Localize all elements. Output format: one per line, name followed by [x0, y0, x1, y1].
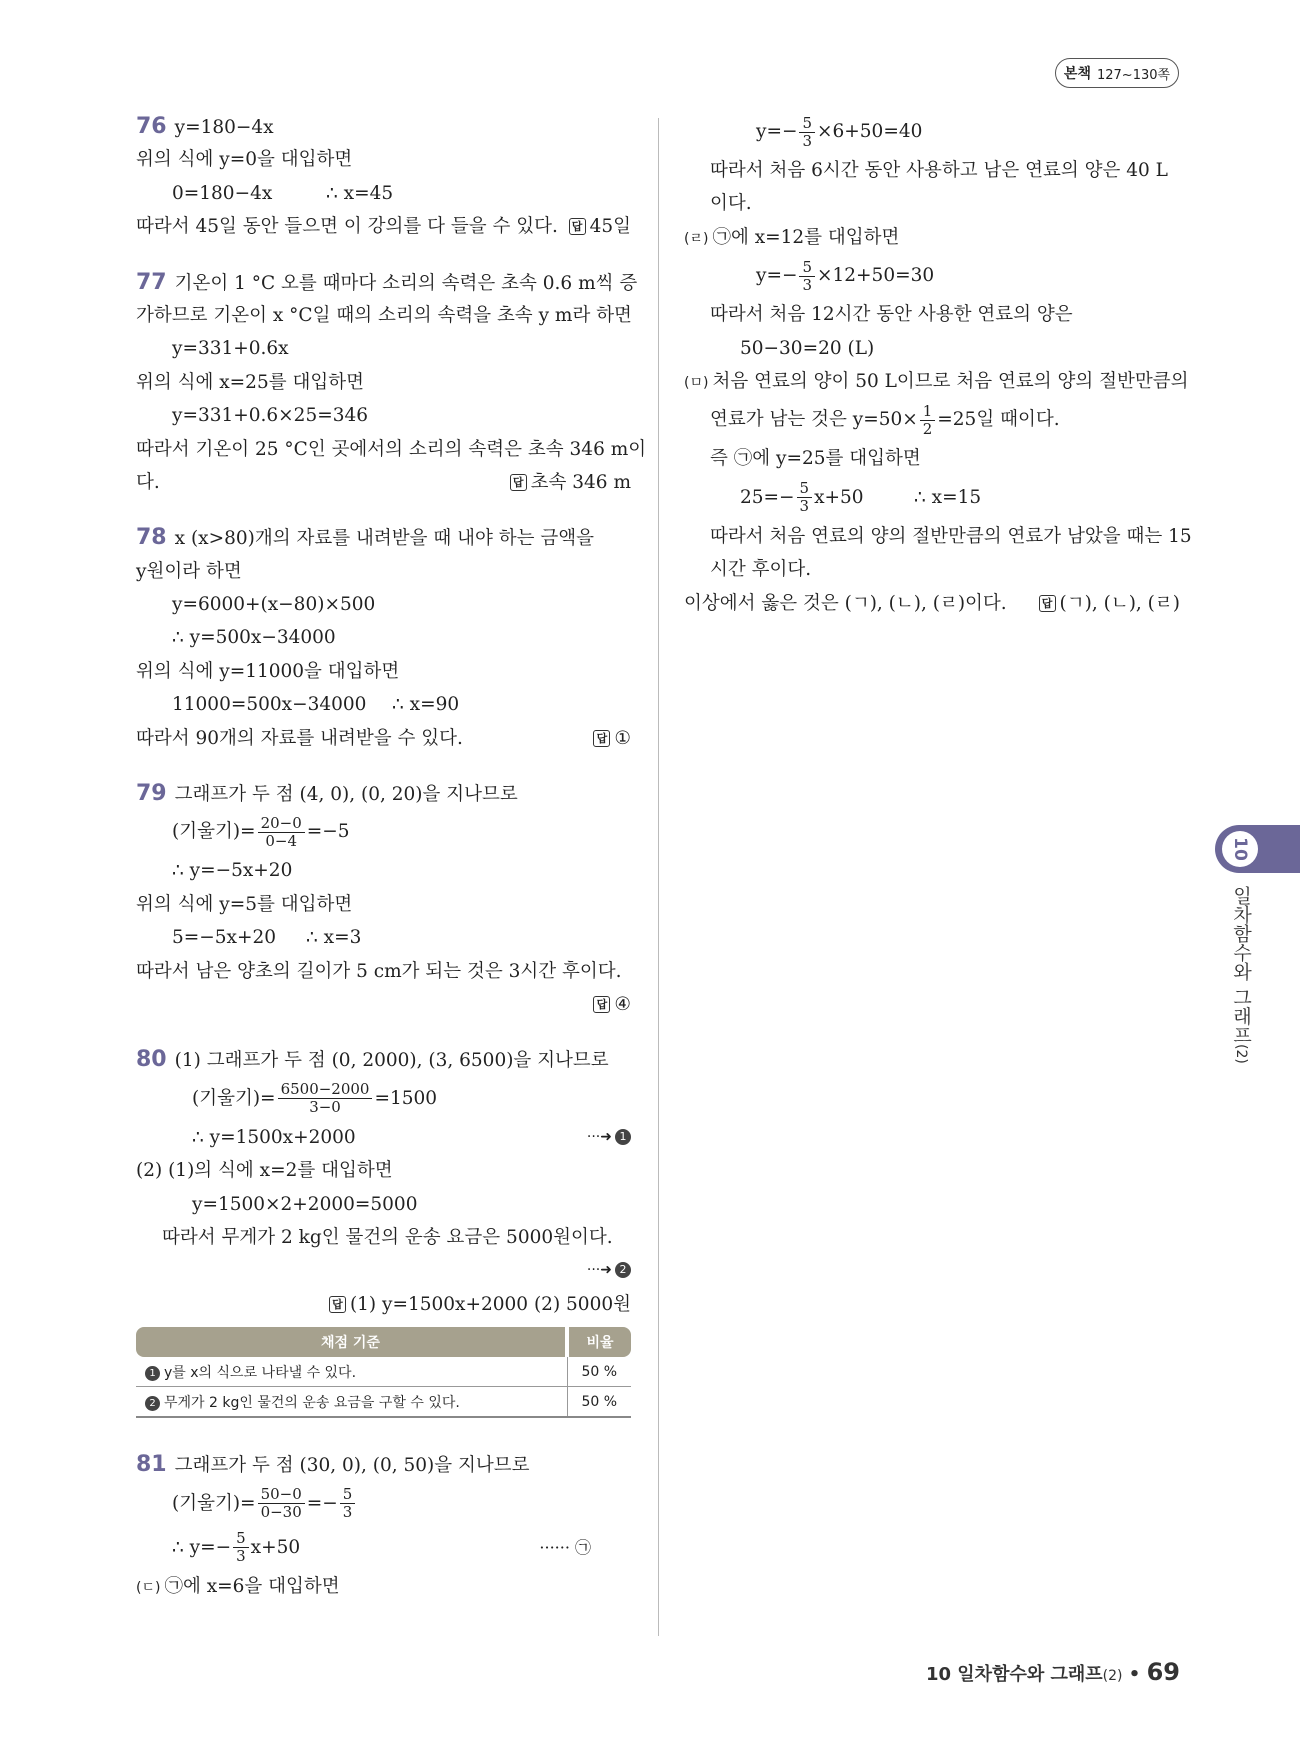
page-range: 127~130쪽 [1096, 67, 1171, 83]
slope-line [136, 1482, 631, 1526]
text: 처음 연료의 양이 50 L이므로 처음 연료의 양의 절반만큼의 [712, 370, 1189, 392]
left-column [136, 110, 647, 1603]
text: 그래프가 두 점 (4, 0), (0, 20)을 지나므로 [174, 784, 518, 806]
equation-suffix: x+50 [250, 1536, 301, 1558]
footer-chapter-title: 일차함수와 그래프 [957, 1664, 1103, 1685]
criteria-number: 2 [145, 1396, 160, 1411]
answer-value: (ㄱ), (ㄴ), (ㄹ) [1059, 592, 1180, 614]
table-row [136, 1387, 631, 1418]
fraction [258, 1486, 305, 1521]
criteria-text: 무게가 2 kg인 물건의 운송 요금을 구할 수 있다. [164, 1394, 460, 1411]
text-line: 따라서 남은 양초의 길이가 5 cm가 되는 것은 3시간 후이다. [136, 960, 622, 982]
step-marker: ···➜ 2 [587, 1254, 631, 1287]
equation-line: ∴ y=−5x+20 [172, 860, 293, 882]
chapter-tab [1215, 825, 1300, 873]
fraction [920, 403, 936, 438]
equation-line: 50−30=20 (L) [740, 337, 875, 359]
step-line [136, 1254, 631, 1287]
equation-line [136, 177, 631, 210]
numerator: 20−0 [258, 815, 305, 833]
page-footer: 10 일차함수와 그래프(2) • 69 [925, 1658, 1180, 1686]
problem-77-line [136, 266, 638, 299]
text-line: 따라서 기온이 25 °C인 곳에서의 소리의 속력은 초속 346 m이 [136, 438, 647, 460]
step-number: 2 [615, 1262, 631, 1278]
fraction [278, 1081, 373, 1116]
criteria-header: 채점 기준 [136, 1327, 567, 1357]
text: 연료가 남는 것은 y=50× [710, 409, 918, 431]
slope-label: (기울기)= [172, 1492, 256, 1514]
problem-81-line [136, 1448, 631, 1481]
footer-chapter-part: (2) [1102, 1668, 1123, 1684]
slope-label: (기울기)= [192, 1087, 276, 1109]
slope-label: (기울기)= [172, 821, 256, 843]
denominator: 3 [236, 1547, 246, 1565]
numerator: 6500−2000 [278, 1081, 373, 1099]
answer-value: ④ [614, 993, 631, 1015]
text-line [684, 365, 1189, 398]
numerator: 5 [340, 1486, 356, 1504]
ratio-cell: 50 % [567, 1357, 631, 1387]
problem-number: 76 [136, 114, 167, 139]
answer-value: 45일 [589, 216, 631, 238]
numerator: 1 [920, 403, 936, 421]
equation-line [684, 110, 1180, 154]
equation-suffix: x+50 [814, 486, 864, 508]
problem-76-line [136, 110, 631, 143]
answer [593, 988, 631, 1021]
step-marker: ···➜ 1 [587, 1121, 631, 1154]
text-line: 위의 식에 y=11000을 대입하면 [136, 660, 400, 682]
text-line: 위의 식에 y=0을 대입하면 [136, 149, 353, 171]
answer-icon: 답 [510, 474, 527, 491]
conclusion: 따라서 45일 동안 들으면 이 강의를 다 들을 수 있다. [136, 216, 558, 238]
fraction [258, 815, 305, 850]
equation: 5=−5x+20 [172, 927, 277, 949]
fraction [799, 259, 815, 294]
text: 다. [136, 471, 160, 493]
chapter-side-title [1225, 886, 1255, 1064]
problem-number: 81 [136, 1452, 167, 1478]
answer-icon: 답 [593, 730, 610, 747]
equation-mark: ······ ㉠ [539, 1537, 591, 1557]
equation: 11000=500x−34000 [172, 694, 367, 716]
sub-item-label: (ㅁ) [684, 374, 709, 391]
problem-number: 78 [136, 525, 167, 551]
problem-78-line [136, 521, 631, 554]
ratio-header: 비율 [567, 1327, 631, 1357]
denominator: 3−0 [309, 1098, 341, 1117]
answer-value: (1) y=1500x+2000 (2) 5000원 [349, 1293, 631, 1315]
text: x (x>80)개의 자료를 내려받을 때 내야 하는 금액을 [174, 528, 594, 550]
criteria-text: y를 x의 식으로 나타낼 수 있다. [164, 1364, 357, 1381]
answer-line [136, 988, 631, 1021]
denominator: 3 [802, 275, 813, 294]
equals-sign: =− [306, 1492, 338, 1514]
equation-line [684, 254, 1180, 298]
problem-80-line [136, 1043, 631, 1076]
text-line [136, 722, 631, 755]
text-line [684, 587, 1180, 620]
equation: ∴ y=1500x+2000 [192, 1126, 356, 1148]
text-line: y원이라 하면 [136, 560, 242, 582]
answer [569, 210, 631, 243]
text: ㉠에 x=6을 대입하면 [164, 1575, 340, 1597]
text-line [684, 221, 1180, 254]
table-row [136, 1357, 631, 1387]
text-line: 따라서 무게가 2 kg인 물건의 운송 요금은 5000원이다. [162, 1226, 613, 1248]
equation-line [684, 476, 1180, 520]
right-column [684, 110, 1192, 620]
column-divider [658, 118, 659, 1636]
criteria-number: 1 [145, 1366, 160, 1381]
answer [1039, 587, 1180, 620]
text-line: 위의 식에 y=5를 대입하면 [136, 893, 353, 915]
book-label: 본책 [1063, 66, 1091, 82]
answer-icon: 답 [569, 218, 586, 235]
equation-result: ∴ x=15 [914, 486, 982, 508]
denominator: 0−4 [265, 831, 297, 850]
scoring-criteria-table [136, 1327, 631, 1418]
problem-number: 79 [136, 781, 167, 807]
text-line [136, 466, 631, 499]
text-line: (2) (1)의 식에 x=2를 대입하면 [136, 1160, 393, 1182]
chapter-number: 10 [1222, 831, 1258, 867]
equation-line: y=331+0.6x [172, 338, 289, 360]
ratio-cell: 50 % [567, 1387, 631, 1418]
answer-icon: 답 [593, 996, 610, 1013]
equation-result: ∴ x=90 [392, 694, 460, 716]
denominator: 3 [342, 1503, 353, 1521]
fraction [233, 1530, 249, 1565]
text-line: 가하므로 기온이 x °C일 때의 소리의 속력을 초속 y m라 하면 [136, 304, 632, 326]
sub-item-label: (ㄷ) [136, 1579, 161, 1596]
equation-line [136, 1526, 631, 1570]
equation-line: y=1500×2+2000=5000 [192, 1193, 418, 1215]
conclusion: 따라서 90개의 자료를 내려받을 수 있다. [136, 727, 463, 749]
sub-item-label: (ㄹ) [684, 230, 709, 247]
text-line: 따라서 처음 연료의 양의 절반만큼의 연료가 남았을 때는 15 [710, 525, 1192, 547]
answer-line [136, 1288, 631, 1321]
text: (1) 그래프가 두 점 (0, 2000), (3, 6500)을 지나므로 [174, 1050, 609, 1072]
text: ㉠에 x=12를 대입하면 [712, 226, 900, 248]
criteria-cell [136, 1357, 567, 1387]
text-line: 시간 후이다. [710, 559, 812, 581]
text-line: 따라서 처음 6시간 동안 사용하고 남은 연료의 양은 40 L [710, 160, 1168, 181]
page-number: 69 [1146, 1658, 1180, 1686]
denominator: 0−30 [260, 1503, 302, 1521]
text: =25일 때이다. [937, 409, 1060, 431]
text-line: 위의 식에 x=25를 대입하면 [136, 371, 364, 393]
chapter-title: 일차함수와 그래프 [1230, 886, 1252, 1045]
fraction [799, 115, 815, 150]
equation-line [136, 1121, 631, 1154]
equation-suffix: ×12+50=30 [817, 265, 935, 287]
slope-result: =1500 [374, 1087, 438, 1109]
text-line: 이다. [710, 193, 752, 215]
answer [593, 722, 631, 755]
footer-chapter-number: 10 [925, 1664, 952, 1685]
text-line [684, 398, 1180, 442]
fraction [340, 1486, 356, 1521]
equation: y=180−4x [174, 117, 274, 138]
equation-prefix: y=− [756, 121, 798, 142]
answer-value: ① [614, 727, 631, 749]
equation-line: ∴ y=500x−34000 [172, 627, 336, 649]
answer-icon: 답 [1039, 595, 1056, 612]
numerator: 5 [797, 480, 813, 498]
text-line: 즉 ㉠에 y=25를 대입하면 [710, 448, 921, 470]
equation-suffix: ×6+50=40 [817, 121, 923, 142]
answer-icon: 답 [329, 1296, 346, 1313]
slope-result: =−5 [306, 821, 350, 843]
text: 기온이 1 °C 오를 때마다 소리의 속력은 초속 0.6 m씩 증 [174, 272, 638, 294]
equation-line [136, 688, 631, 721]
denominator: 3 [799, 497, 810, 516]
text-line: 따라서 처음 12시간 동안 사용한 연료의 양은 [710, 304, 1073, 326]
equation: 0=180−4x [172, 182, 273, 204]
equation-line [136, 921, 631, 954]
numerator: 5 [233, 1530, 249, 1548]
equation-result: ∴ x=3 [306, 927, 362, 949]
criteria-cell [136, 1387, 567, 1418]
denominator: 2 [922, 419, 933, 438]
table-header-row [136, 1327, 631, 1357]
problem-number: 77 [136, 269, 167, 295]
equation-result: ∴ x=45 [326, 182, 394, 204]
answer-value: 초속 346 m [530, 471, 631, 493]
page-reference-badge [1055, 58, 1179, 88]
fraction [797, 480, 813, 515]
denominator: 3 [802, 131, 813, 150]
numerator: 50−0 [258, 1486, 305, 1504]
answer [510, 466, 631, 499]
equation-line: y=6000+(x−80)×500 [172, 594, 376, 616]
chapter-part: (2) [1233, 1044, 1249, 1064]
step-number: 1 [615, 1129, 631, 1145]
slope-line [136, 810, 631, 854]
text-line [136, 210, 631, 243]
equation-prefix: y=− [756, 265, 798, 287]
conclusion: 이상에서 옳은 것은 (ㄱ), (ㄴ), (ㄹ)이다. [684, 592, 1007, 614]
equation-line: y=331+0.6×25=346 [172, 405, 369, 427]
problem-number: 80 [136, 1047, 167, 1073]
numerator: 5 [799, 259, 815, 277]
answer [329, 1288, 631, 1321]
slope-line [136, 1077, 631, 1121]
equation-prefix: ∴ y=− [172, 1536, 232, 1558]
text: 그래프가 두 점 (30, 0), (0, 50)을 지나므로 [174, 1455, 530, 1477]
equation-prefix: 25=− [740, 486, 795, 508]
text-line [136, 1570, 631, 1603]
numerator: 5 [799, 115, 815, 133]
problem-79-line [136, 777, 631, 810]
